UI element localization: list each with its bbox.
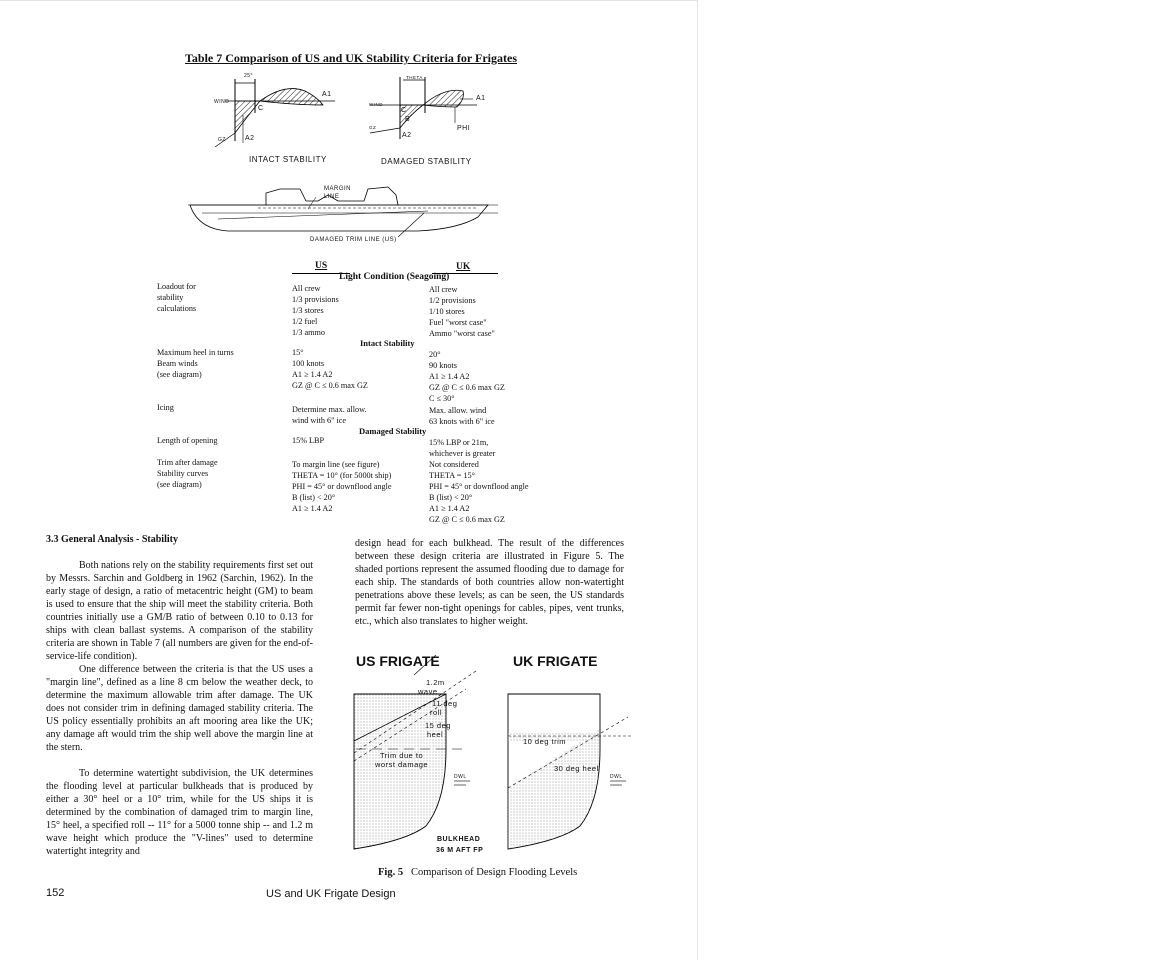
uk-curves-5: GZ @ C ≤ 0.6 max GZ bbox=[429, 515, 505, 524]
us-curves-1: THETA = 10° (for 5000t ship) bbox=[292, 471, 392, 480]
us-frigate-title: US FRIGATE bbox=[356, 653, 440, 669]
uk-icing-2: 63 knots with 6" ice bbox=[429, 417, 495, 426]
uk-label-heel: 30 deg heel bbox=[554, 764, 599, 773]
us-label-roll: roll bbox=[430, 708, 443, 717]
uk-loadout-1: All crew bbox=[429, 285, 458, 294]
row-label-see2: (see diagram) bbox=[157, 480, 202, 489]
figure5-caption-number: Fig. 5 bbox=[378, 867, 404, 878]
us-loadout-1: All crew bbox=[292, 284, 321, 293]
damaged-label-theta: THETA bbox=[406, 75, 423, 80]
right-column-text bbox=[355, 537, 624, 628]
intact-label-25: 25° bbox=[244, 73, 254, 79]
row-label-curves: Stability curves bbox=[157, 469, 209, 478]
uk-intact-1: 20° bbox=[429, 350, 441, 359]
intact-label-wind: WIND bbox=[214, 99, 230, 105]
us-label-heel: heel bbox=[427, 730, 444, 739]
figure5-caption-text: Comparison of Design Flooding Levels bbox=[410, 867, 578, 878]
row-label-loadout-2: stability bbox=[157, 293, 184, 302]
running-title: US and UK Frigate Design bbox=[266, 888, 396, 900]
damaged-label-a2: A2 bbox=[402, 132, 412, 139]
damaged-stability-diagram bbox=[365, 73, 485, 153]
intact-label-a2: A2 bbox=[245, 135, 255, 142]
us-loadout-5: 1/3 ammo bbox=[292, 328, 325, 337]
damaged-stability-heading: Damaged Stability bbox=[359, 426, 427, 436]
us-intact-1: 15° bbox=[292, 348, 304, 357]
us-intact-2: 100 knots bbox=[292, 359, 325, 368]
intact-stability-heading: Intact Stability bbox=[360, 338, 415, 348]
us-icing-2: wind with 6" ice bbox=[292, 416, 347, 425]
uk-loadout-3: 1/10 stores bbox=[429, 307, 465, 316]
uk-curves-3: B (list) < 20° bbox=[429, 493, 473, 502]
us-intact-3: A1 ≥ 1.4 A2 bbox=[292, 370, 333, 379]
intact-caption: INTACT STABILITY bbox=[249, 155, 327, 164]
table-title: Table 7 Comparison of US and UK Stability Criteria for Frigates bbox=[185, 51, 517, 65]
uk-icing-1: Max. allow. wind bbox=[429, 406, 487, 415]
uk-opening-1: 15% LBP or 21m, bbox=[429, 438, 489, 447]
uk-label-dwl: DWL bbox=[610, 774, 623, 780]
intact-label-c: C bbox=[258, 105, 264, 112]
uk-trim: Not considered bbox=[429, 460, 479, 469]
us-curves-3: B (list) < 20° bbox=[292, 493, 336, 502]
damaged-caption: DAMAGED STABILITY bbox=[381, 157, 472, 166]
row-label-loadout-3: calculations bbox=[157, 304, 197, 313]
damaged-label-b: B bbox=[405, 116, 411, 123]
page-number: 152 bbox=[46, 887, 65, 899]
us-label-wave: wave bbox=[418, 687, 438, 696]
uk-label-trim: 10 deg trim bbox=[523, 737, 567, 746]
bulkhead-label: BULKHEAD bbox=[437, 836, 481, 843]
damaged-label-c: C bbox=[401, 107, 407, 114]
left-paragraph-3: To determine watertight subdivision, the UK determines the flooding level at particular bulkheads that is produced by either a 30° heel or a 10° trim, while for the US ships it is determined by the combination of damaged trim to margin line, 15° heel, a specified roll -- 11° for a 5000 tonne ship -- and 1.2 m wave height which produce the "V-lines" used to determine watertight integrity and bbox=[46, 768, 313, 857]
row-label-trim: Trim after damage bbox=[157, 458, 218, 467]
us-label-trim-due: Trim due to bbox=[380, 751, 424, 760]
us-loadout-4: 1/2 fuel bbox=[292, 317, 318, 326]
left-paragraph-1: Both nations rely on the stability requirements first set out by Messrs. Sarchin and Goldberg in 1962 (Sarchin, 1962). In the early stage of design, a ratio of metacentric height (GM) to beam is used to ensure that the ship will meet the stability criteria. Both countries initially use a GM/B ratio of between 0.10 to 0.13 for ships with clean ballast systems. A comparison of the stability criteria are shown in Table 7 (all numbers are given for the end-of-service-life condition). bbox=[46, 560, 313, 662]
damaged-label-a1: A1 bbox=[476, 95, 486, 102]
us-label-roll-deg: 11 deg bbox=[432, 699, 458, 708]
row-label-see1: (see diagram) bbox=[157, 370, 202, 379]
light-condition-heading: Light Condition (Seagoing) bbox=[339, 272, 450, 282]
damaged-trim-line-label: DAMAGED TRIM LINE (US) bbox=[310, 237, 397, 243]
row-label-loadout-1: Loadout for bbox=[157, 282, 196, 291]
us-loadout-2: 1/3 provisions bbox=[292, 295, 339, 304]
uk-curves-4: A1 ≥ 1.4 A2 bbox=[429, 504, 470, 513]
us-label-wave-height: 1.2m bbox=[426, 678, 445, 687]
figure5-caption bbox=[378, 867, 577, 878]
uk-loadout-5: Ammo "worst case" bbox=[429, 329, 495, 338]
left-paragraph-2: One difference between the criteria is that the US uses a "margin line", defined as a line 8 cm below the weather deck, to determine the maximum allowable trim after damage. The UK does not consider trim in defining damaged stability criteria. The US policy essentially prohibits an aft mooring area like the UK; any damage aft would trim the ship well above the margin line at the stern. bbox=[46, 664, 313, 753]
right-paragraph-1: design head for each bulkhead. The result of the differences between these design criteria are illustrated in Figure 5. The shaded portions represent the assumed flooding due to damage for each ship. The standards of both countries allow non-watertight penetrations above these levels; as can be seen, the US standards permit far fewer non-tight openings for cables, pipes, vent trunks, etc., which also translates to higher weight. bbox=[355, 538, 624, 627]
left-column-text bbox=[46, 559, 313, 858]
us-intact-4: GZ @ C ≤ 0.6 max GZ bbox=[292, 381, 368, 390]
uk-intact-3: A1 ≥ 1.4 A2 bbox=[429, 372, 470, 381]
us-column-header: US bbox=[315, 261, 328, 271]
row-label-heel: Maximum heel in turns bbox=[157, 348, 234, 357]
us-curves-4: A1 ≥ 1.4 A2 bbox=[292, 504, 333, 513]
uk-intact-2: 90 knots bbox=[429, 361, 457, 370]
us-curves-2: PHI = 45° or downflood angle bbox=[292, 482, 392, 491]
row-label-opening: Length of opening bbox=[157, 436, 218, 445]
bulkhead-position: 36 M AFT FP bbox=[436, 847, 484, 854]
damaged-label-wind: WIND bbox=[369, 102, 383, 107]
section-heading: 3.3 General Analysis - Stability bbox=[46, 534, 178, 545]
uk-curves-1: THETA = 15° bbox=[429, 471, 475, 480]
uk-loadout-4: Fuel "worst case" bbox=[429, 318, 487, 327]
uk-column-header: UK bbox=[456, 262, 471, 272]
us-trim: To margin line (see figure) bbox=[292, 460, 380, 469]
us-opening: 15% LBP bbox=[292, 436, 325, 445]
row-label-icing: Icing bbox=[157, 403, 174, 412]
us-icing-1: Determine max. allow. bbox=[292, 405, 367, 414]
uk-intact-5: C ≤ 30° bbox=[429, 394, 455, 403]
intact-label-gz: GZ bbox=[218, 137, 226, 143]
damaged-label-phi: PHI bbox=[457, 125, 471, 132]
us-loadout-3: 1/3 stores bbox=[292, 306, 324, 315]
uk-intact-4: GZ @ C ≤ 0.6 max GZ bbox=[429, 383, 505, 392]
row-label-beam: Beam winds bbox=[157, 359, 198, 368]
uk-frigate-title: UK FRIGATE bbox=[513, 653, 598, 669]
us-label-worst-damage: worst damage bbox=[375, 760, 429, 769]
margin-line-label: MARGIN LINE bbox=[324, 186, 351, 200]
uk-curves-2: PHI = 45° or downflood angle bbox=[429, 482, 529, 491]
uk-opening-2: whichever is greater bbox=[429, 449, 496, 458]
intact-label-a1: A1 bbox=[322, 91, 332, 98]
uk-loadout-2: 1/2 provisions bbox=[429, 296, 476, 305]
us-label-dwl: DWL bbox=[454, 774, 467, 780]
damaged-label-gz: GZ bbox=[369, 125, 377, 130]
us-label-heel-deg: 15 deg bbox=[425, 721, 451, 730]
